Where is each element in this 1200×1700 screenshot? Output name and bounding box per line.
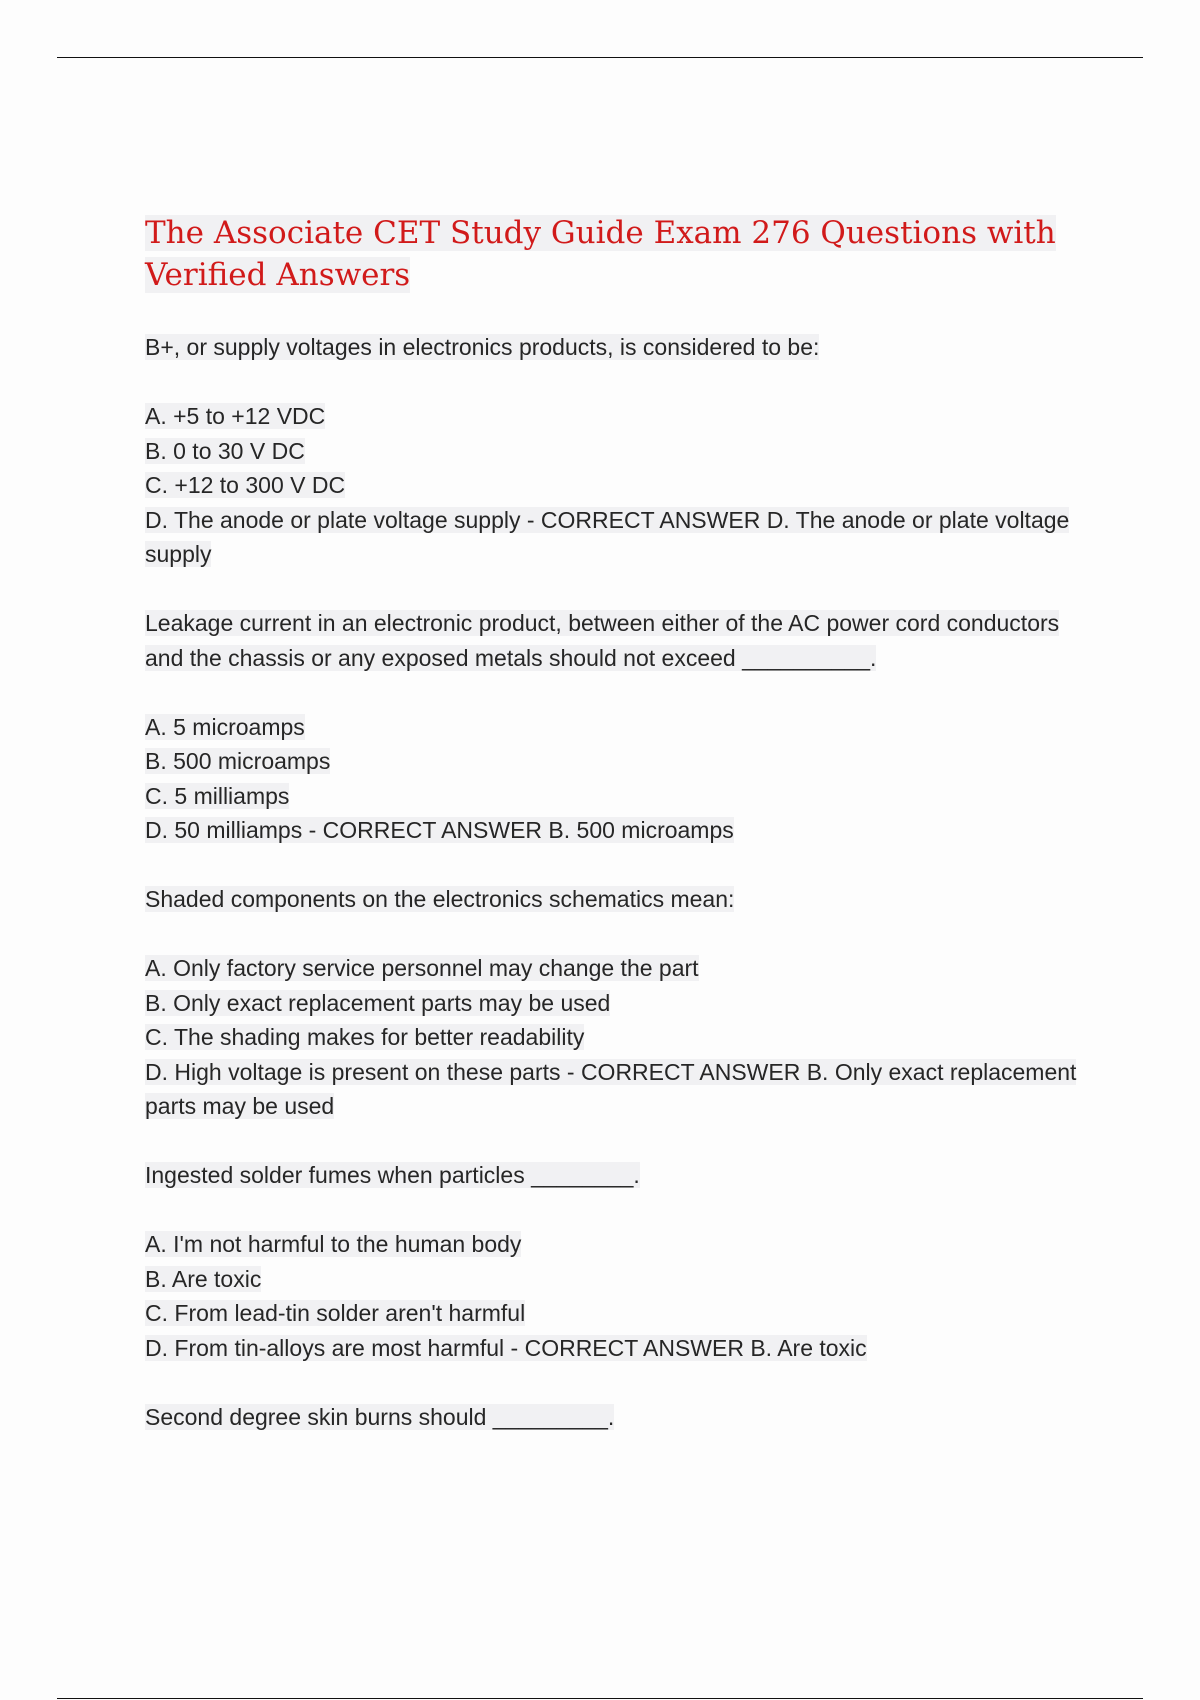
question-block [145,1400,1085,1435]
answer-option: B. 500 microamps [145,748,331,774]
question-text: Shaded components on the electronics schematics mean: [145,886,735,912]
answer-option: D. 50 milliamps - CORRECT ANSWER B. 500 microamps [145,817,734,843]
document-title: The Associate CET Study Guide Exam 276 Questions with Verified Answers [145,215,1056,293]
answer-option: D. The anode or plate voltage supply - CORRECT ANSWER D. The anode or plate voltage supply [145,506,1070,567]
answer-options [145,710,1085,848]
answer-option: C. +12 to 300 V DC [145,472,346,498]
question-text: Leakage current in an electronic product, between either of the AC power cord conductors and the chassis or any exposed metals should not exceed __________. [145,610,1060,671]
answer-option: A. Only factory service personnel may change the part [145,955,699,981]
answer-option: D. High voltage is present on these parts - CORRECT ANSWER B. Only exact replacement parts may be used [145,1058,1077,1119]
answer-option: A. +5 to +12 VDC [145,403,326,429]
answer-option: C. 5 milliamps [145,782,290,809]
header-rule [57,57,1143,58]
question-text: Second degree skin burns should _________. [145,1403,615,1430]
answer-options [145,1227,1085,1365]
answer-option: C. From lead-tin solder aren't harmful [145,1300,526,1326]
footer-rule [57,1698,1143,1699]
question-block [145,606,1085,848]
answer-option: D. From tin-alloys are most harmful - CORRECT ANSWER B. Are toxic [145,1334,867,1361]
question-text: B+, or supply voltages in electronics products, is considered to be: [145,334,820,360]
question-block [145,882,1085,1124]
answer-option: B. 0 to 30 V DC [145,437,305,464]
question-block [145,330,1085,572]
answer-option: A. 5 microamps [145,713,305,740]
question-block [145,1158,1085,1365]
answer-options [145,399,1085,572]
answer-option: B. Only exact replacement parts may be used [145,989,611,1016]
question-text: Ingested solder fumes when particles ________. [145,1162,640,1188]
document-body [145,212,1085,1469]
answer-options [145,951,1085,1124]
answer-option: C. The shading makes for better readability [145,1024,585,1050]
answer-option: B. Are toxic [145,1265,262,1292]
answer-option: A. I'm not harmful to the human body [145,1231,522,1257]
